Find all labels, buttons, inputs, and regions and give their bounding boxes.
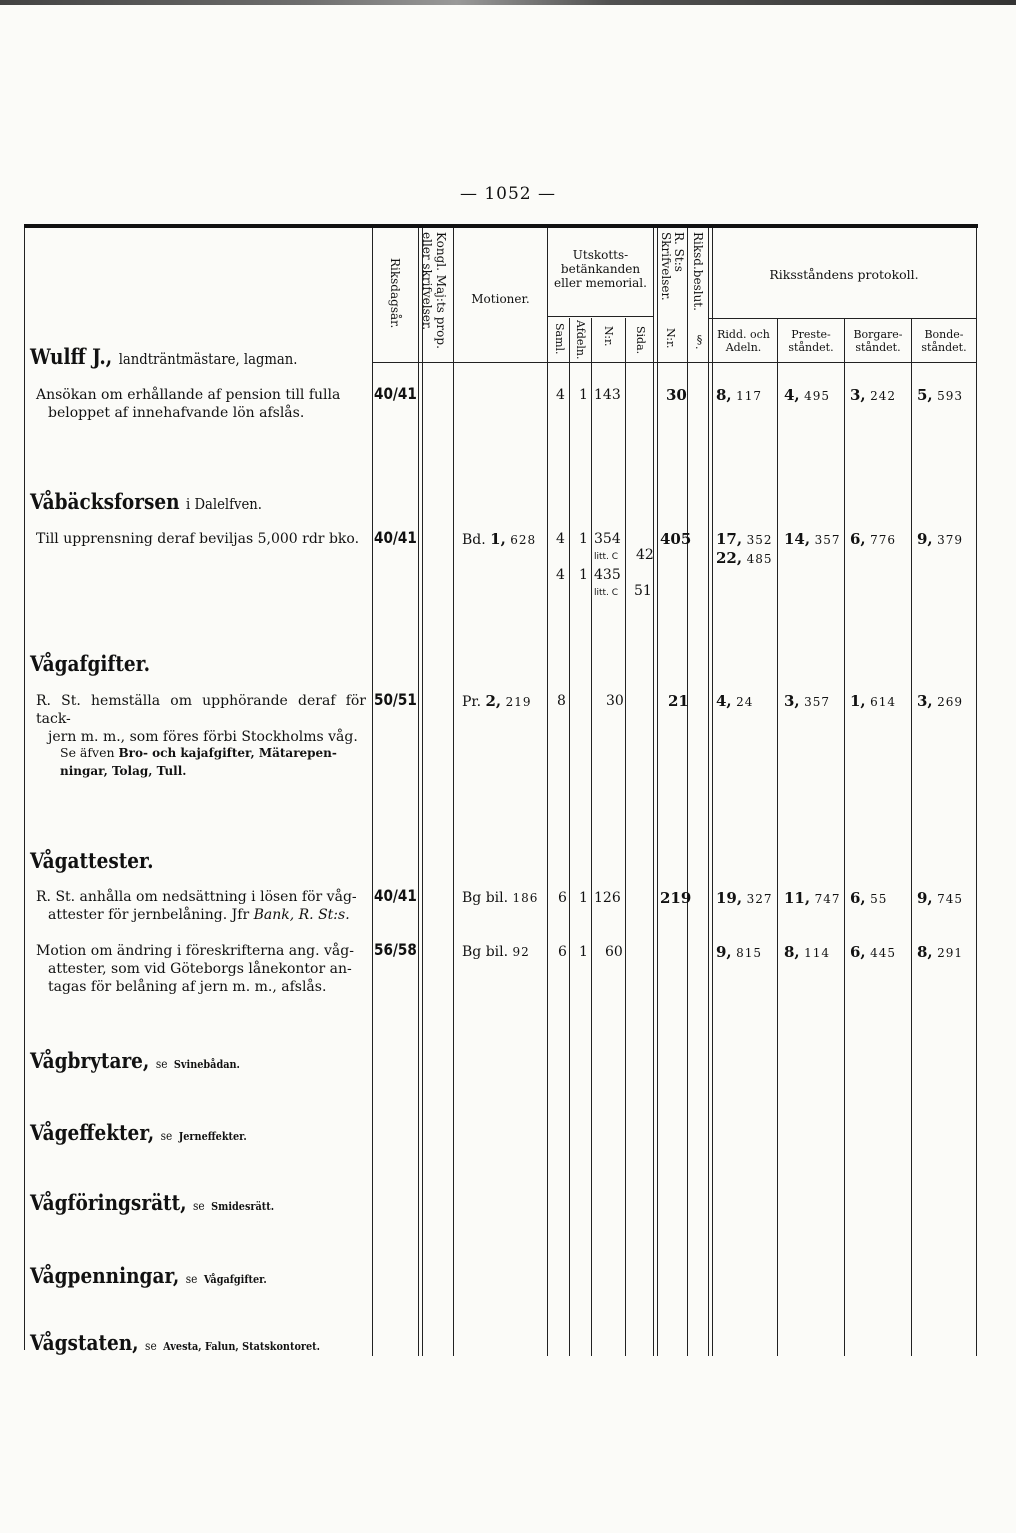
cell-motion <box>462 943 530 961</box>
cell-year: 50/51 <box>374 690 417 709</box>
header-prest <box>778 328 844 354</box>
cell-bonde <box>917 889 963 908</box>
ref-page: 747 <box>814 892 841 906</box>
cell-rsts: 30 <box>666 386 687 404</box>
ref-page: 219 <box>505 695 532 709</box>
ref-page: 485 <box>746 552 773 566</box>
cell-borg <box>850 530 896 549</box>
col-line <box>453 228 454 1356</box>
ref-se: se <box>185 1272 198 1286</box>
cell-bonde <box>917 943 963 962</box>
entry-line: attester, som vid Göteborgs lånekontor an- <box>48 961 352 977</box>
header-riksd-s: §. <box>693 333 706 350</box>
entry-line: R. St. anhålla om nedsättning i lösen för våg- <box>36 889 357 905</box>
ref-vol: 1, <box>850 692 866 710</box>
ref-page: 745 <box>937 892 964 906</box>
cell-year: 40/41 <box>374 528 417 547</box>
ref-page: 117 <box>736 389 763 403</box>
ref-page: 114 <box>804 946 831 960</box>
header-ridd-line: Adeln. <box>725 341 762 354</box>
cell-nr: 143 <box>594 387 621 403</box>
ref-page: 352 <box>746 533 773 547</box>
cell-afdeln: 1 <box>579 567 588 583</box>
entry-ref: Bank, R. St:s. <box>253 907 350 923</box>
col-line <box>591 318 592 1356</box>
ref-page: 186 <box>512 891 539 905</box>
motion-label: Bg bil. <box>462 890 509 906</box>
cell-prest <box>784 386 830 405</box>
heading-title: Vågeffekter, <box>30 1120 155 1145</box>
cell-prest <box>784 943 830 962</box>
col-line <box>653 228 658 1356</box>
ref-page: 357 <box>804 695 831 709</box>
entry-vagafgifter <box>36 692 366 746</box>
cell-prest <box>784 889 840 908</box>
scan-edge <box>0 0 1016 5</box>
header-bonde-line: ståndet. <box>921 341 967 354</box>
cell-prest <box>784 530 840 549</box>
top-rule <box>24 224 978 228</box>
entry-vagattester-2 <box>36 942 366 996</box>
ref-vol: 9, <box>716 943 732 961</box>
header-utskott-line: Utskotts- <box>572 248 629 262</box>
header-rsts: R. St:s Skrifvelser. <box>659 232 686 301</box>
heading-subtitle: landträntmästare, lagman. <box>118 350 298 368</box>
ref-page: 291 <box>937 946 964 960</box>
ref-vol: 6, <box>850 530 866 548</box>
ref-vol: 17, <box>716 530 743 548</box>
cell-ridd <box>716 943 762 962</box>
cell-nr: 354 <box>594 531 621 547</box>
ref-target: Svinebådan. <box>173 1058 240 1071</box>
cell-rsts: 219 <box>660 889 692 907</box>
ref-page: 815 <box>736 946 763 960</box>
header-rsts-nr: N:r. <box>664 328 677 349</box>
entry-line: Motion om ändring i föreskrifterna ang. våg- <box>36 943 354 959</box>
cell-litt: litt. C <box>594 588 619 598</box>
ref-vol: 3, <box>784 692 800 710</box>
cell-borg <box>850 889 887 908</box>
header-nr: N:r. <box>602 326 615 347</box>
ref-page: 495 <box>804 389 831 403</box>
cell-saml: 6 <box>558 890 567 906</box>
header-subline <box>547 316 653 317</box>
ref-vol: 8, <box>716 386 732 404</box>
heading-title: Vågattester. <box>30 848 154 873</box>
ref-vol: 11, <box>784 889 811 907</box>
cell-rsts: 21 <box>668 692 689 710</box>
ref-vol: 8, <box>917 943 933 961</box>
header-bonde <box>912 328 976 354</box>
entry-line: Ansökan om erhållande af pension till fulla <box>36 387 341 403</box>
header-subline <box>708 318 976 319</box>
heading-vagafgifter <box>30 651 150 676</box>
cell-afdeln: 1 <box>579 890 588 906</box>
entry-line: beloppet af innehafvande lön afslås. <box>48 405 305 421</box>
see-target: ningar, Tolag, Tull. <box>60 764 187 778</box>
cell-ridd <box>716 530 772 549</box>
ref-vol: 14, <box>784 530 811 548</box>
cell-nr: 30 <box>606 693 624 709</box>
ref-page: 379 <box>937 533 964 547</box>
ref-vagstaten <box>30 1330 320 1355</box>
ref-page: 55 <box>870 892 888 906</box>
heading-title: Våbäcksforsen <box>30 489 180 514</box>
ref-page: 269 <box>937 695 964 709</box>
header-utskott <box>548 248 653 290</box>
header-protokoll: Riksståndens protokoll. <box>769 267 919 282</box>
heading-title: Vågstaten, <box>30 1330 139 1355</box>
heading-vagattester <box>30 848 154 873</box>
cell-nr: 60 <box>605 944 623 960</box>
see-target: Bro- och kajafgifter, Mätarepen- <box>118 746 337 760</box>
entry-line <box>36 906 366 924</box>
entry-vagattester-1 <box>36 888 366 924</box>
cell-year: 40/41 <box>374 886 417 905</box>
cell-saml: 4 <box>556 387 565 403</box>
col-line <box>777 318 778 1356</box>
heading-vabacksforsen <box>30 489 262 514</box>
header-borg-line: Borgare- <box>853 328 903 341</box>
ref-page: 628 <box>510 533 537 547</box>
header-bonde-line: Bonde- <box>924 328 964 341</box>
ref-vol: 2, <box>485 692 502 710</box>
cell-saml: 4 <box>556 567 565 583</box>
header-riksd-beslut: Riksd.beslut. <box>691 232 705 311</box>
entry-line: jern m. m., som föres förbi Stockholms våg. <box>48 729 358 745</box>
ref-vol: 19, <box>716 889 743 907</box>
header-riksdagsar: Riksdagsår. <box>388 258 402 329</box>
header-utskott-line: betänkanden <box>560 262 641 276</box>
cell-year: 56/58 <box>374 940 417 959</box>
cell-motion <box>462 889 538 907</box>
ref-vagpenningar <box>30 1263 267 1288</box>
cell-ridd <box>716 386 762 405</box>
col-line <box>844 318 845 1356</box>
cell-nr: 435 <box>594 567 621 583</box>
col-line <box>625 318 626 1356</box>
ref-page: 327 <box>746 892 773 906</box>
header-ridd-line: Ridd. och <box>717 328 770 341</box>
cell-litt: litt. C <box>594 552 619 562</box>
cell-motion <box>462 530 536 549</box>
header-bottom-line <box>372 362 976 363</box>
ref-vagforingsratt <box>30 1190 274 1215</box>
ref-se: se <box>145 1339 157 1353</box>
col-line <box>911 318 912 1356</box>
ref-vol: 5, <box>917 386 933 404</box>
motion-label: Bd. <box>462 532 486 548</box>
header-borg <box>845 328 911 354</box>
motion-label: Bg bil. <box>462 944 509 960</box>
cell-ridd <box>716 549 772 568</box>
ref-vol: 22, <box>716 549 743 567</box>
entry-line: R. St. hemställa om upphörande deraf för tack- <box>36 693 366 727</box>
col-line <box>372 228 373 1356</box>
header-sida: Sida. <box>634 326 647 355</box>
heading-title: Wulff J., <box>30 344 113 369</box>
cell-bonde <box>917 692 963 711</box>
ref-page: 776 <box>870 533 897 547</box>
col-line-left <box>24 228 25 1350</box>
cell-saml: 6 <box>558 944 567 960</box>
ref-vagbrytare <box>30 1048 240 1073</box>
header-motioner: Motioner. <box>471 292 530 306</box>
ref-vol: 6, <box>850 889 866 907</box>
ref-vol: 4, <box>716 692 732 710</box>
ref-vol: 3, <box>850 386 866 404</box>
cell-borg <box>850 692 896 711</box>
ref-vol: 9, <box>917 889 933 907</box>
heading-wulff <box>30 344 298 369</box>
cell-nr: 126 <box>594 890 621 906</box>
ref-target: Avesta, Falun, Statskontoret. <box>163 1340 321 1353</box>
cell-bonde <box>917 386 963 405</box>
ref-se: se <box>192 1199 205 1213</box>
ref-page: 357 <box>814 533 841 547</box>
cell-ridd <box>716 889 772 908</box>
see-also-vagafgifter <box>60 744 370 780</box>
ref-target: Smidesrätt. <box>211 1200 275 1213</box>
header-saml: Saml. <box>553 323 566 355</box>
ref-vol: 8, <box>784 943 800 961</box>
header-utskott-line: eller memorial. <box>554 276 647 290</box>
cell-sida: 51 <box>634 583 652 599</box>
header-ridd <box>710 328 777 354</box>
cell-afdeln: 1 <box>579 387 588 403</box>
col-line <box>418 228 423 1356</box>
header-prest-line: ståndet. <box>788 341 834 354</box>
ref-page: 614 <box>870 695 897 709</box>
cell-sida: 42 <box>636 547 654 563</box>
cell-afdeln: 1 <box>579 944 588 960</box>
col-line <box>687 228 688 1356</box>
ref-page: 24 <box>736 695 754 709</box>
cell-ridd <box>716 692 753 711</box>
col-line <box>547 228 548 1356</box>
heading-title: Vågföringsrätt, <box>30 1190 187 1215</box>
header-prest-line: Preste- <box>791 328 831 341</box>
cell-rsts: 405 <box>660 530 692 548</box>
ref-vol: 1, <box>490 530 506 548</box>
col-line <box>708 228 713 1356</box>
entry-vabacksforsen <box>36 530 366 548</box>
entry-wulff <box>36 386 366 422</box>
ref-vol: 3, <box>917 692 933 710</box>
cell-prest <box>784 692 830 711</box>
cell-borg <box>850 943 896 962</box>
heading-title: Vågafgifter. <box>30 651 151 676</box>
cell-afdeln: 1 <box>579 531 588 547</box>
cell-saml: 8 <box>557 693 566 709</box>
header-kongl: Kongl. Maj:ts prop. eller skrifvelser. <box>420 232 448 349</box>
ref-page: 242 <box>870 389 897 403</box>
motion-label: Pr. <box>462 694 482 710</box>
ref-page: 445 <box>870 946 897 960</box>
heading-subtitle: i Dalelfven. <box>186 495 263 513</box>
see-prefix: Se äfven <box>60 745 115 760</box>
ref-vol: 4, <box>784 386 800 404</box>
cell-motion <box>462 692 532 711</box>
ref-target: Jerneffekter. <box>178 1130 247 1143</box>
cell-year: 40/41 <box>374 384 417 403</box>
col-line <box>569 318 570 1356</box>
heading-title: Vågpenningar, <box>30 1263 180 1288</box>
ref-vol: 9, <box>917 530 933 548</box>
ref-vol: 6, <box>850 943 866 961</box>
cell-saml: 4 <box>556 531 565 547</box>
ref-target: Vågafgifter. <box>203 1273 267 1286</box>
entry-line: Till upprensning deraf beviljas 5,000 rdr bko. <box>36 531 360 547</box>
header-borg-line: ståndet. <box>855 341 901 354</box>
cell-borg <box>850 386 896 405</box>
ref-vageffekter <box>30 1120 247 1145</box>
heading-title: Vågbrytare, <box>30 1048 150 1073</box>
col-line-right <box>976 228 977 1356</box>
ref-se: se <box>155 1057 168 1071</box>
entry-text: attester för jernbelåning. Jfr <box>48 907 250 923</box>
ref-page: 593 <box>937 389 964 403</box>
header-afdeln: Afdeln. <box>574 320 587 360</box>
ref-page: 92 <box>512 945 530 959</box>
ref-se: se <box>160 1129 173 1143</box>
cell-bonde <box>917 530 963 549</box>
page-number: — 1052 — <box>459 184 557 204</box>
entry-line: tagas för belåning af jern m. m., afslås. <box>48 979 327 995</box>
